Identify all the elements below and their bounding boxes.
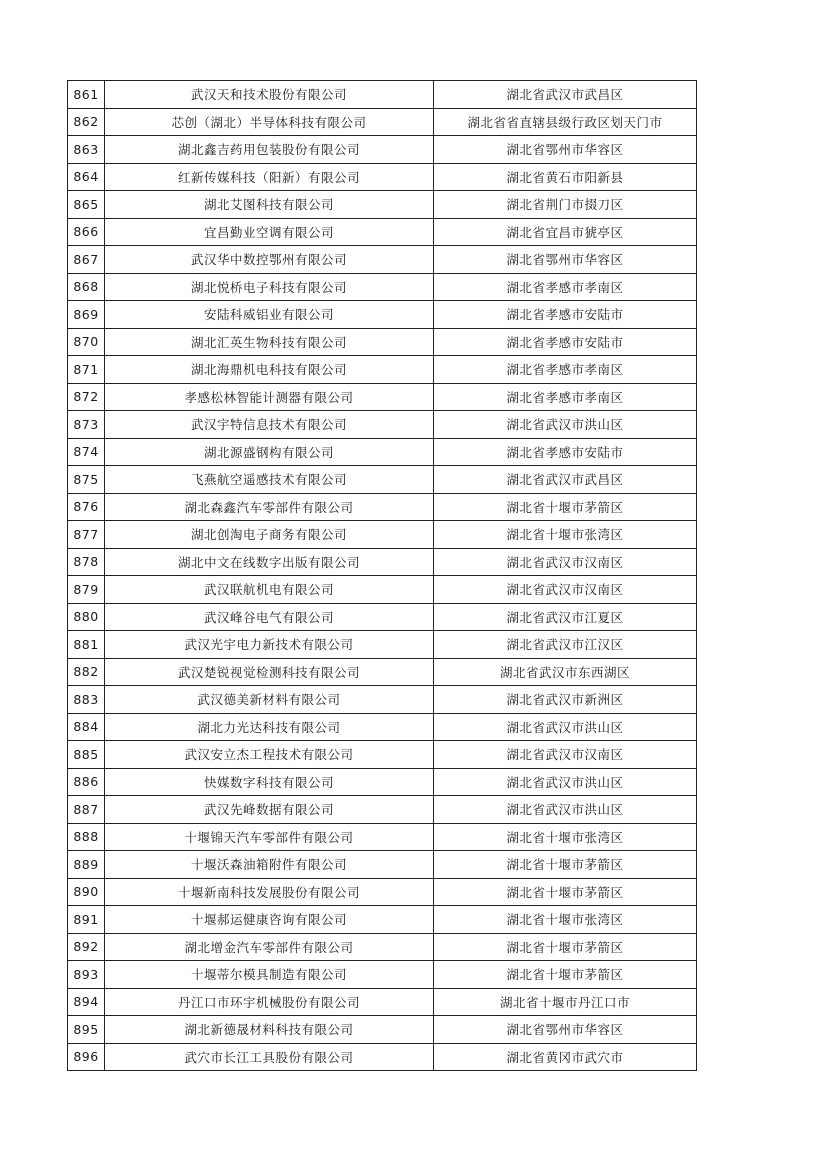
company-table [67,80,697,1071]
company-name: 十堰沃森油箱附件有限公司 [105,851,434,879]
company-location: 湖北省孝感市安陆市 [434,438,697,466]
table-row [68,576,697,604]
company-name: 十堰新南科技发展股份有限公司 [105,878,434,906]
row-number: 892 [68,933,105,961]
row-number: 876 [68,493,105,521]
row-number: 882 [68,658,105,686]
row-number: 886 [68,768,105,796]
company-name: 飞燕航空遥感技术有限公司 [105,466,434,494]
company-location: 湖北省武汉市汉南区 [434,576,697,604]
table-row [68,713,697,741]
company-name: 武汉联航机电有限公司 [105,576,434,604]
company-location: 湖北省十堰市茅箭区 [434,493,697,521]
company-name: 十堰蒂尔模具制造有限公司 [105,961,434,989]
company-name: 湖北创淘电子商务有限公司 [105,521,434,549]
table-row [68,686,697,714]
company-location: 湖北省十堰市张湾区 [434,823,697,851]
company-location: 湖北省武汉市洪山区 [434,411,697,439]
company-name: 湖北悦桥电子科技有限公司 [105,273,434,301]
table-row [68,658,697,686]
company-name: 湖北海鼎机电科技有限公司 [105,356,434,384]
company-location: 湖北省武汉市汉南区 [434,548,697,576]
company-location: 湖北省武汉市洪山区 [434,713,697,741]
company-name: 红新传媒科技（阳新）有限公司 [105,163,434,191]
company-location: 湖北省省直辖县级行政区划天门市 [434,108,697,136]
company-location: 湖北省十堰市茅箭区 [434,878,697,906]
table-row [68,878,697,906]
company-location: 湖北省武汉市武昌区 [434,466,697,494]
company-name: 武汉安立杰工程技术有限公司 [105,741,434,769]
company-location: 湖北省武汉市洪山区 [434,796,697,824]
company-name: 武汉宇特信息技术有限公司 [105,411,434,439]
company-location: 湖北省黄冈市武穴市 [434,1043,697,1071]
table-row [68,796,697,824]
company-location: 湖北省孝感市安陆市 [434,301,697,329]
table-row [68,246,697,274]
row-number: 884 [68,713,105,741]
table-row [68,603,697,631]
table-row [68,851,697,879]
table-row [68,493,697,521]
row-number: 862 [68,108,105,136]
row-number: 870 [68,328,105,356]
company-name: 芯创（湖北）半导体科技有限公司 [105,108,434,136]
row-number: 890 [68,878,105,906]
company-name: 湖北森鑫汽车零部件有限公司 [105,493,434,521]
company-name: 武汉楚锐视觉检测科技有限公司 [105,658,434,686]
company-location: 湖北省武汉市武昌区 [434,81,697,109]
company-name: 十堰郝运健康咨询有限公司 [105,906,434,934]
row-number: 891 [68,906,105,934]
row-number: 868 [68,273,105,301]
table-row [68,988,697,1016]
company-table-body [68,81,697,1071]
row-number: 893 [68,961,105,989]
company-location: 湖北省武汉市洪山区 [434,768,697,796]
company-name: 武汉华中数控鄂州有限公司 [105,246,434,274]
row-number: 874 [68,438,105,466]
row-number: 889 [68,851,105,879]
company-location: 湖北省宜昌市猇亭区 [434,218,697,246]
row-number: 871 [68,356,105,384]
company-name: 武穴市长江工具股份有限公司 [105,1043,434,1071]
table-row [68,768,697,796]
company-list-sheet [67,80,697,1071]
table-row [68,191,697,219]
table-row [68,273,697,301]
table-row [68,356,697,384]
row-number: 869 [68,301,105,329]
row-number: 879 [68,576,105,604]
table-row [68,136,697,164]
row-number: 873 [68,411,105,439]
table-row [68,108,697,136]
table-row [68,163,697,191]
company-name: 湖北新德晟材料科技有限公司 [105,1016,434,1044]
company-name: 武汉德美新材料有限公司 [105,686,434,714]
company-location: 湖北省黄石市阳新县 [434,163,697,191]
table-row [68,328,697,356]
table-row [68,521,697,549]
row-number: 872 [68,383,105,411]
table-row [68,218,697,246]
row-number: 865 [68,191,105,219]
company-name: 湖北力光达科技有限公司 [105,713,434,741]
company-name: 湖北汇英生物科技有限公司 [105,328,434,356]
company-location: 湖北省武汉市江汉区 [434,631,697,659]
row-number: 875 [68,466,105,494]
table-row [68,741,697,769]
row-number: 881 [68,631,105,659]
row-number: 888 [68,823,105,851]
company-location: 湖北省鄂州市华容区 [434,1016,697,1044]
row-number: 887 [68,796,105,824]
company-name: 安陆科威铝业有限公司 [105,301,434,329]
table-row [68,823,697,851]
company-name: 武汉峰谷电气有限公司 [105,603,434,631]
company-name: 宜昌勤业空调有限公司 [105,218,434,246]
table-row [68,548,697,576]
company-location: 湖北省孝感市安陆市 [434,328,697,356]
company-name: 十堰锦天汽车零部件有限公司 [105,823,434,851]
company-location: 湖北省孝感市孝南区 [434,273,697,301]
row-number: 863 [68,136,105,164]
row-number: 861 [68,81,105,109]
table-row [68,301,697,329]
company-location: 湖北省鄂州市华容区 [434,246,697,274]
company-location: 湖北省荆门市掇刀区 [434,191,697,219]
company-location: 湖北省武汉市江夏区 [434,603,697,631]
table-row [68,411,697,439]
company-location: 湖北省十堰市茅箭区 [434,933,697,961]
company-location: 湖北省十堰市茅箭区 [434,851,697,879]
row-number: 880 [68,603,105,631]
table-row [68,933,697,961]
row-number: 883 [68,686,105,714]
company-name: 丹江口市环宇机械股份有限公司 [105,988,434,1016]
company-location: 湖北省武汉市汉南区 [434,741,697,769]
company-location: 湖北省武汉市东西湖区 [434,658,697,686]
row-number: 866 [68,218,105,246]
company-name: 湖北鑫吉药用包装股份有限公司 [105,136,434,164]
company-location: 湖北省孝感市孝南区 [434,356,697,384]
row-number: 885 [68,741,105,769]
company-location: 湖北省武汉市新洲区 [434,686,697,714]
company-location: 湖北省十堰市张湾区 [434,906,697,934]
row-number: 896 [68,1043,105,1071]
company-name: 湖北艾图科技有限公司 [105,191,434,219]
company-location: 湖北省十堰市茅箭区 [434,961,697,989]
row-number: 864 [68,163,105,191]
table-row [68,81,697,109]
company-name: 武汉天和技术股份有限公司 [105,81,434,109]
table-row [68,1043,697,1071]
row-number: 894 [68,988,105,1016]
row-number: 895 [68,1016,105,1044]
table-row [68,466,697,494]
company-location: 湖北省十堰市张湾区 [434,521,697,549]
row-number: 867 [68,246,105,274]
company-name: 武汉光宇电力新技术有限公司 [105,631,434,659]
company-location: 湖北省鄂州市华容区 [434,136,697,164]
table-row [68,906,697,934]
table-row [68,383,697,411]
company-location: 湖北省孝感市孝南区 [434,383,697,411]
table-row [68,438,697,466]
row-number: 877 [68,521,105,549]
table-row [68,1016,697,1044]
company-name: 湖北增金汽车零部件有限公司 [105,933,434,961]
row-number: 878 [68,548,105,576]
company-name: 武汉先峰数据有限公司 [105,796,434,824]
company-name: 快媒数字科技有限公司 [105,768,434,796]
company-name: 孝感松林智能计测器有限公司 [105,383,434,411]
table-row [68,631,697,659]
company-location: 湖北省十堰市丹江口市 [434,988,697,1016]
table-row [68,961,697,989]
company-name: 湖北中文在线数字出版有限公司 [105,548,434,576]
company-name: 湖北源盛钢构有限公司 [105,438,434,466]
